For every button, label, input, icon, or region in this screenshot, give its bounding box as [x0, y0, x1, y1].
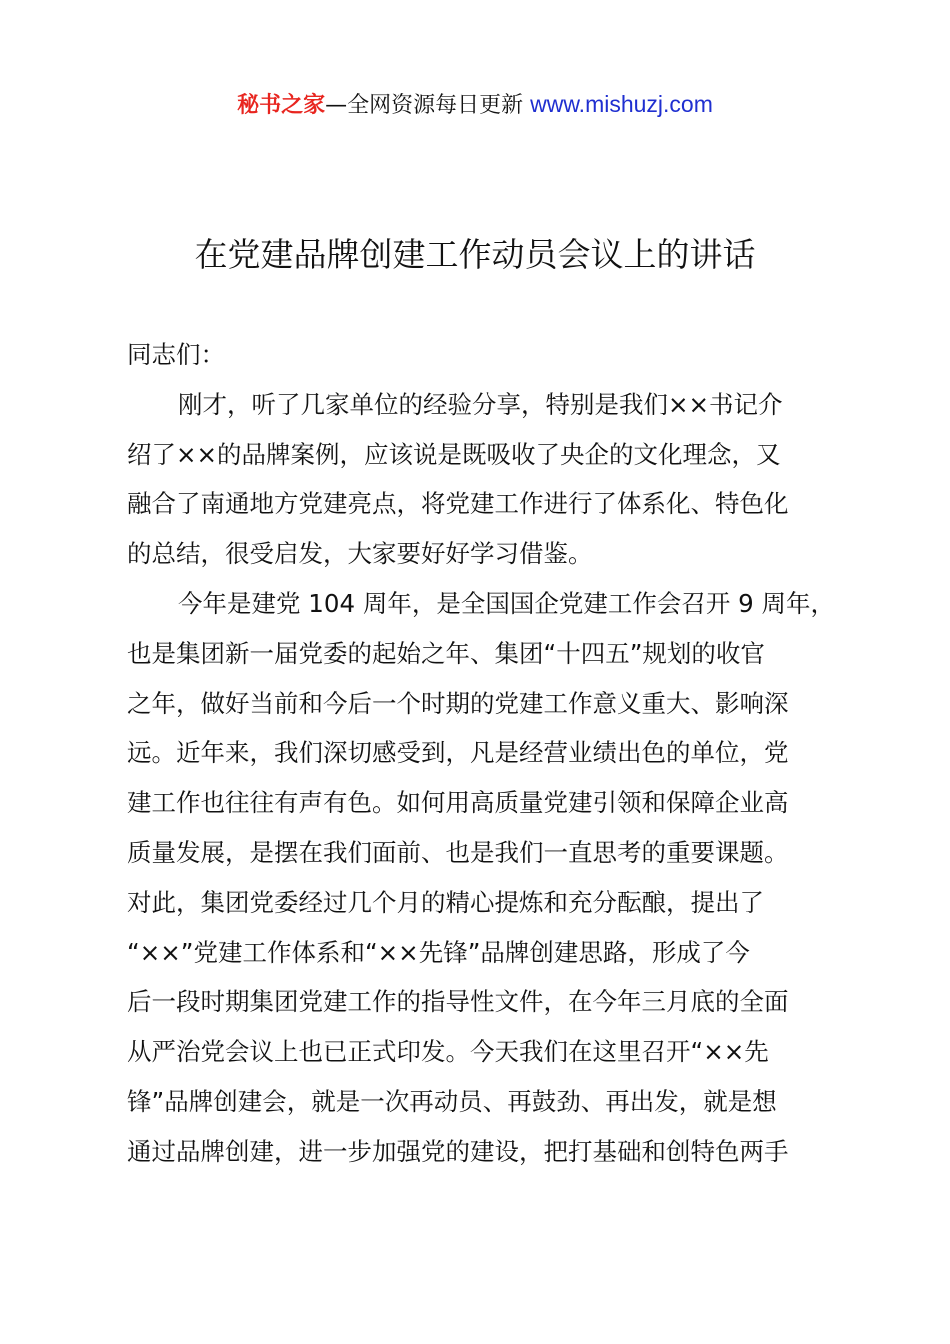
body-line: 的总结，很受启发，大家要好好学习借鉴。 — [127, 539, 593, 569]
body-line: 通过品牌创建，进一步加强党的建设，把打基础和创特色两手 — [127, 1136, 789, 1166]
site-header — [0, 86, 950, 124]
header-tagline: —全网资源每日更新 — [325, 93, 531, 118]
body-line: 刚才，听了几家单位的经验分享，特别是我们××书记介 — [178, 389, 783, 419]
body-line: 建工作也往往有声有色。如何用高质量党建引领和保障企业高 — [127, 788, 789, 818]
body-line: 之年，做好当前和今后一个时期的党建工作意义重大、影响深 — [127, 688, 789, 718]
body-line: 今年是建党 104 周年，是全国国企党建工作会召开 9 周年， — [178, 588, 835, 618]
document-body — [127, 330, 837, 1177]
body-line: 融合了南通地方党建亮点，将党建工作进行了体系化、特色化 — [127, 489, 789, 519]
body-line: 对此，集团党委经过几个月的精心提炼和充分酝酿，提出了 — [127, 887, 764, 917]
body-line: 质量发展，是摆在我们面前、也是我们一直思考的重要课题。 — [127, 837, 789, 867]
body-line: 锋”品牌创建会，就是一次再动员、再鼓劲、再出发，就是想 — [127, 1086, 777, 1116]
document-title: 在党建品牌创建工作动员会议上的讲话 — [194, 235, 756, 274]
body-line: 从严治党会议上也已正式印发。今天我们在这里召开“××先 — [127, 1037, 769, 1067]
body-line: 同志们： — [127, 340, 225, 369]
body-line: 远。近年来，我们深切感受到，凡是经营业绩出色的单位，党 — [127, 738, 789, 768]
site-url-link[interactable]: www.mishuzj.com — [530, 91, 713, 117]
body-line: “××”党建工作体系和“××先锋”品牌创建思路，形成了今 — [127, 937, 750, 967]
body-line: 后一段时期集团党建工作的指导性文件，在今年三月底的全面 — [127, 987, 789, 1017]
body-line: 绍了××的品牌案例，应该说是既吸收了央企的文化理念，又 — [127, 439, 781, 469]
body-line: 也是集团新一届党委的起始之年、集团“十四五”规划的收官 — [127, 638, 765, 668]
brand-name: 秘书之家 — [237, 93, 326, 118]
